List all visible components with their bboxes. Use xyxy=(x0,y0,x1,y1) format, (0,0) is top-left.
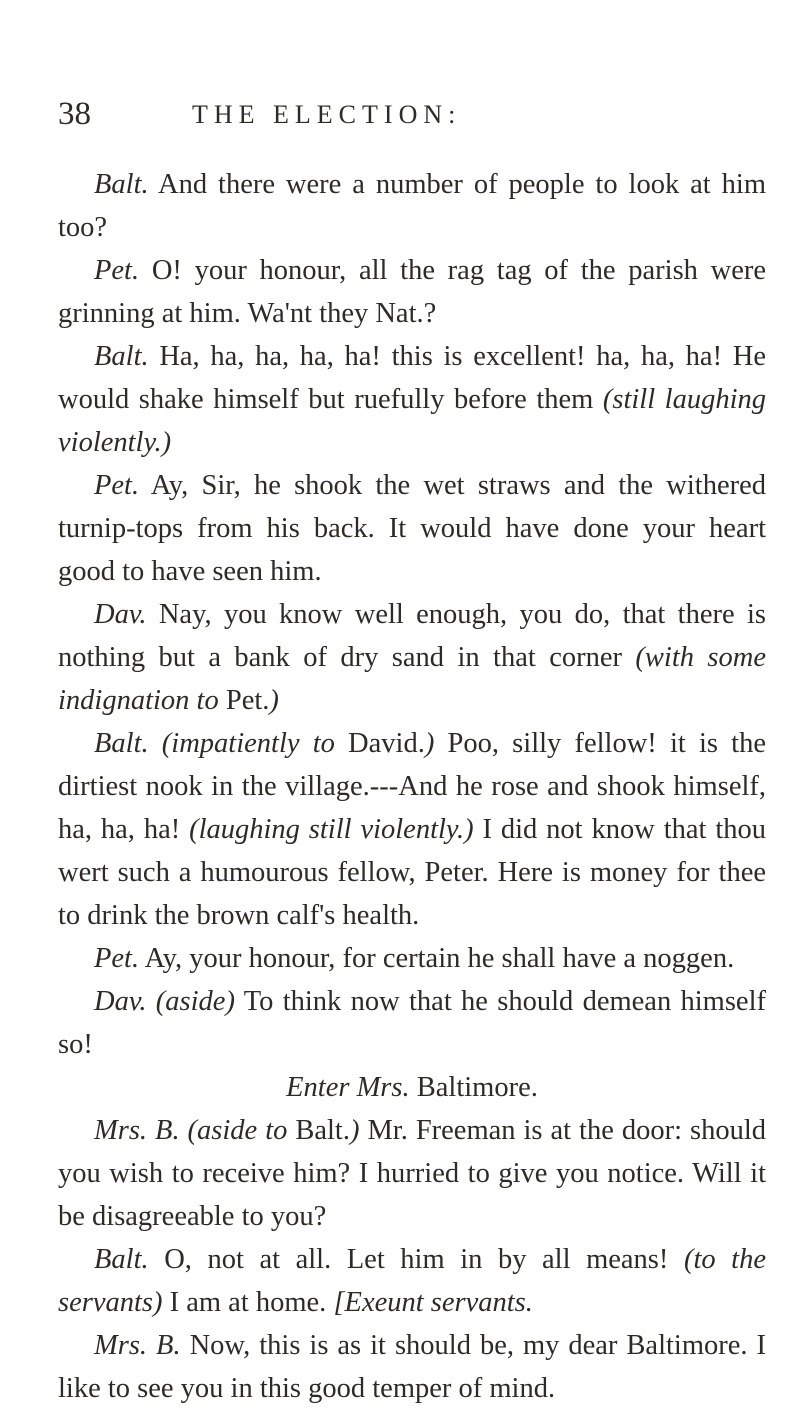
dialogue-line: Balt. O, not at all. Let him in by all means! (to the servants) I am at home. [Exeunt servants. xyxy=(58,1244,766,1318)
page-header xyxy=(58,96,742,136)
running-title: THE ELECTION: xyxy=(192,100,462,129)
play-text xyxy=(58,163,766,1410)
exit-direction: [Exeunt servants. xyxy=(333,1287,533,1318)
stage-direction: (still laughing violently.) xyxy=(58,384,766,458)
page-number: 38 xyxy=(58,96,91,132)
stage-direction: (with some indignation to xyxy=(58,642,766,716)
dialogue-line: Mrs. B. (aside to Balt.) Mr. Freeman is at the door: should you wish to receive him? I hurried to give you notice. Will it be disagreeable to you? xyxy=(58,1115,766,1232)
dialogue-line: Dav. Nay, you know well enough, you do, that there is nothing but a bank of dry sand in that corner (with some indignation to Pet.) xyxy=(58,599,766,716)
stage-direction: (to the servants) xyxy=(58,1244,766,1318)
stage-direction: (aside) xyxy=(146,986,235,1017)
stage-direction: (aside to xyxy=(179,1115,288,1146)
stage-direction: (laughing still violently.) xyxy=(189,814,474,845)
dialogue-line: Dav. (aside) To think now that he should demean himself so! xyxy=(58,986,766,1060)
dialogue-line: Pet. O! your honour, all the rag tag of the parish were grinning at him. Wa'nt they Nat.? xyxy=(58,255,766,329)
dialogue-line: Mrs. B. Now, this is as it should be, my dear Baltimore. I like to see you in this good temper of mind. xyxy=(58,1330,766,1404)
dialogue-line: Pet. Ay, your honour, for certain he shall have a noggen. xyxy=(94,943,735,974)
dialogue-line: Balt. Ha, ha, ha, ha, ha! this is excellent! ha, ha, ha! He would shake himself but ruefully before them (still laughing violently.) xyxy=(58,341,766,458)
dialogue-line: Balt. And there were a number of people to look at him too? xyxy=(58,169,766,243)
dialogue-line: Balt. (impatiently to David.) Poo, silly fellow! it is the dirtiest nook in the village.---And he rose and shook himself, ha, ha, ha! (laughing still violently.) I did not know that thou wert such a humourous fellow, Peter. Here is money for thee to drink the brown calf's health. xyxy=(58,728,766,931)
dialogue-line: Pet. Ay, Sir, he shook the wet straws and the withered turnip-tops from his back. It would have done your heart good to have seen him. xyxy=(58,470,766,587)
stage-entrance: Enter Mrs. Baltimore. xyxy=(286,1072,538,1103)
stage-direction: (impatiently to xyxy=(148,728,335,759)
